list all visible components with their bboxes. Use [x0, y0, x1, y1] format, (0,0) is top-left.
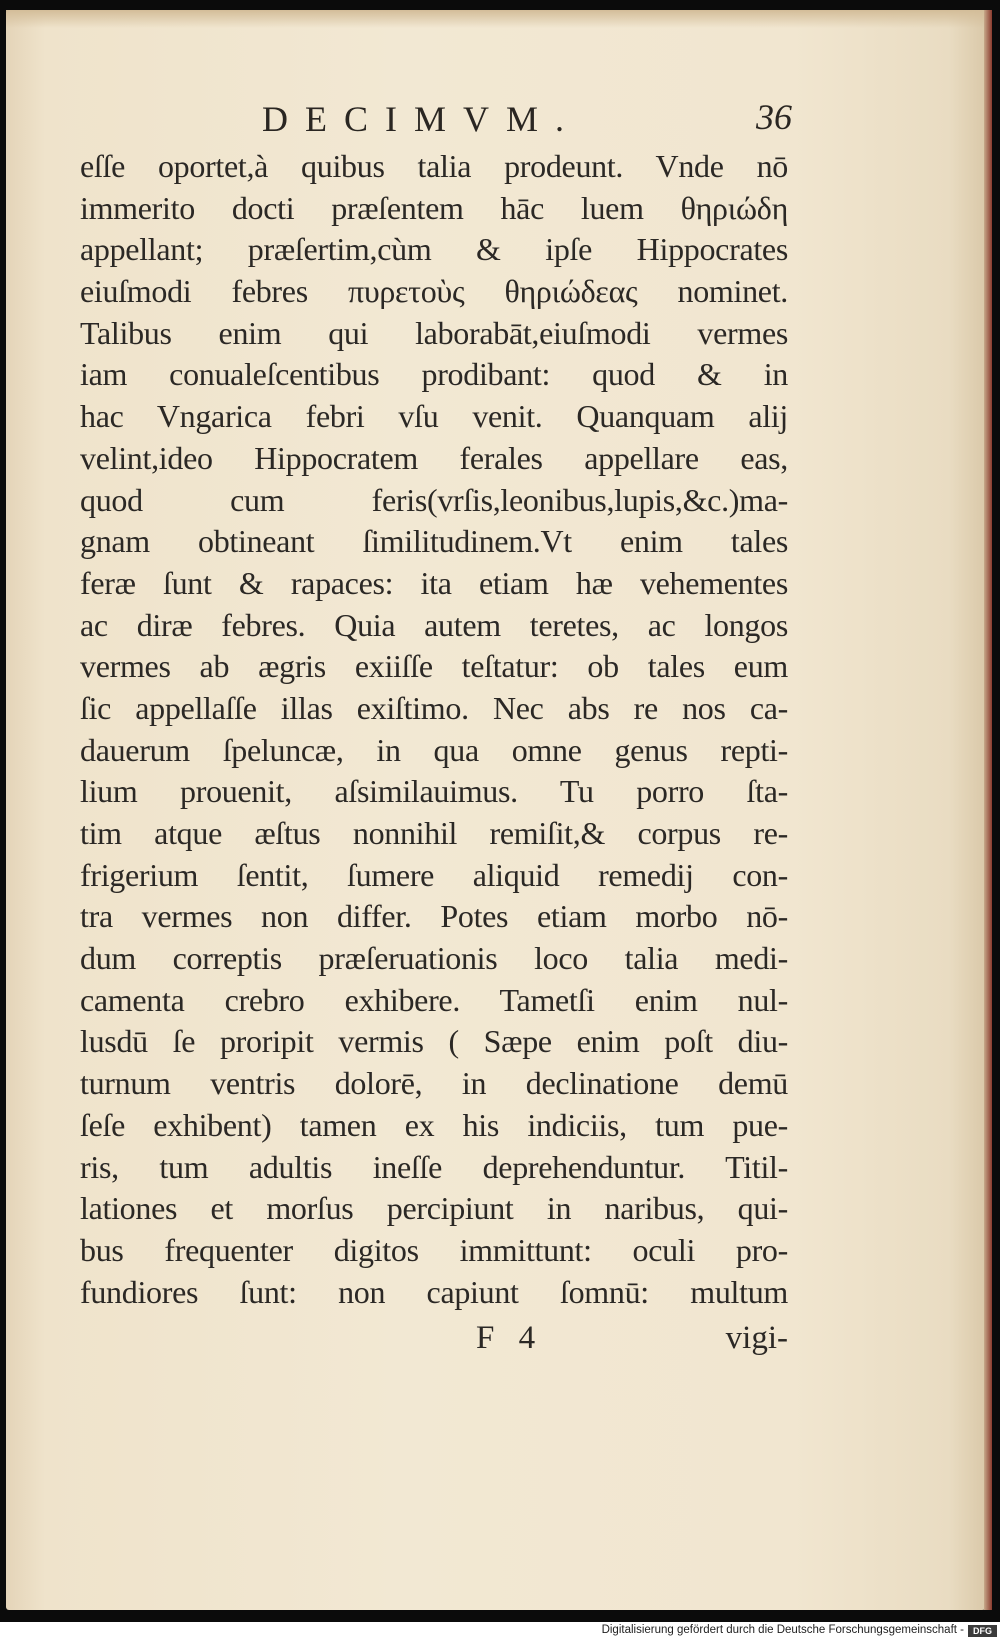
catchword: vigi-: [725, 1320, 788, 1356]
text-line: eiuſmodi febres πυρετοὺς θηριώδεας nominet.: [80, 273, 788, 310]
text-line: appellant; præſertim,cùm & ipſe Hippocrates: [80, 231, 788, 268]
text-line: lusdū ſe proripit vermis ( Sæpe enim poſt diu-: [80, 1023, 788, 1060]
text-line: turnum ventris dolorē, in declinatione demū: [80, 1065, 788, 1102]
body-text: [80, 146, 788, 1313]
text-line: frigerium ſentit, ſumere aliquid remedij con-: [80, 856, 788, 893]
page-number: 36: [756, 97, 792, 137]
text-line: tim atque æſtus nonnihil remiſit,& corpus re-: [80, 815, 788, 851]
text-line: dum correptis præſeruationis loco talia medi-: [80, 940, 788, 977]
text-line: ſeſe exhibent) tamen ex his indiciis, tum pue-: [80, 1106, 788, 1143]
text-line: camenta crebro exhibere. Tametſi enim nul-: [80, 981, 788, 1018]
running-head: DECIMVM.: [262, 99, 582, 139]
footer-credit: Digitalisierung gefördert durch die Deutsche Forschungsgemeinschaft -: [601, 1624, 964, 1636]
text-line: feræ ſunt & rapaces: ita etiam hæ vehementes: [80, 564, 788, 601]
text-line: bus frequenter digitos immittunt: oculi pro-: [80, 1231, 788, 1268]
text-line: tra vermes non differ. Potes etiam morbo nō-: [80, 898, 788, 935]
text-line: dauerum ſpeluncæ, in qua omne genus repti-: [80, 731, 788, 768]
text-line: quod cum feris(vrſis,leonibus,lupis,&c.)ma-: [80, 481, 788, 518]
text-line: eſſe oportet,à quibus talia prodeunt. Vnde nō: [80, 148, 788, 184]
footer-bar: [0, 1622, 1000, 1641]
text-line: iam conualeſcentibus prodibant: quod & in: [80, 356, 788, 393]
text-line: lationes et morſus percipiunt in naribus, qui-: [80, 1190, 788, 1227]
text-line: Talibus enim qui laborabāt,eiuſmodi vermes: [80, 314, 788, 351]
text-line: ac diræ febres. Quia autem teretes, ac longos: [80, 606, 788, 643]
text-line: fundiores ſunt: non capiunt ſomnū: multum: [80, 1273, 788, 1310]
signature-mark: F 4: [476, 1320, 544, 1356]
text-line: immerito docti præſentem hāc luem θηριώδη: [80, 189, 788, 226]
text-line: gnam obtineant ſimilitudinem.Vt enim tales: [80, 523, 788, 560]
page-top-edge: [6, 10, 988, 28]
text-line: lium prouenit, aſsimilauimus. Tu porro ſta-: [80, 773, 788, 810]
text-line: velint,ideo Hippocratem ferales appellare eas,: [80, 439, 788, 476]
text-line: vermes ab ægris exiiſſe teſtatur: ob tales eum: [80, 648, 788, 685]
catch-line: [80, 1320, 788, 1364]
text-line: ſic appellaſſe illas exiſtimo. Nec abs re nos ca-: [80, 689, 788, 726]
dfg-logo: DFG: [968, 1625, 997, 1637]
page-header: [262, 98, 792, 148]
text-line: hac Vngarica febri vſu venit. Quanquam alij: [80, 398, 788, 435]
text-line: ris, tum adultis ineſſe deprehenduntur. Titil-: [80, 1148, 788, 1185]
